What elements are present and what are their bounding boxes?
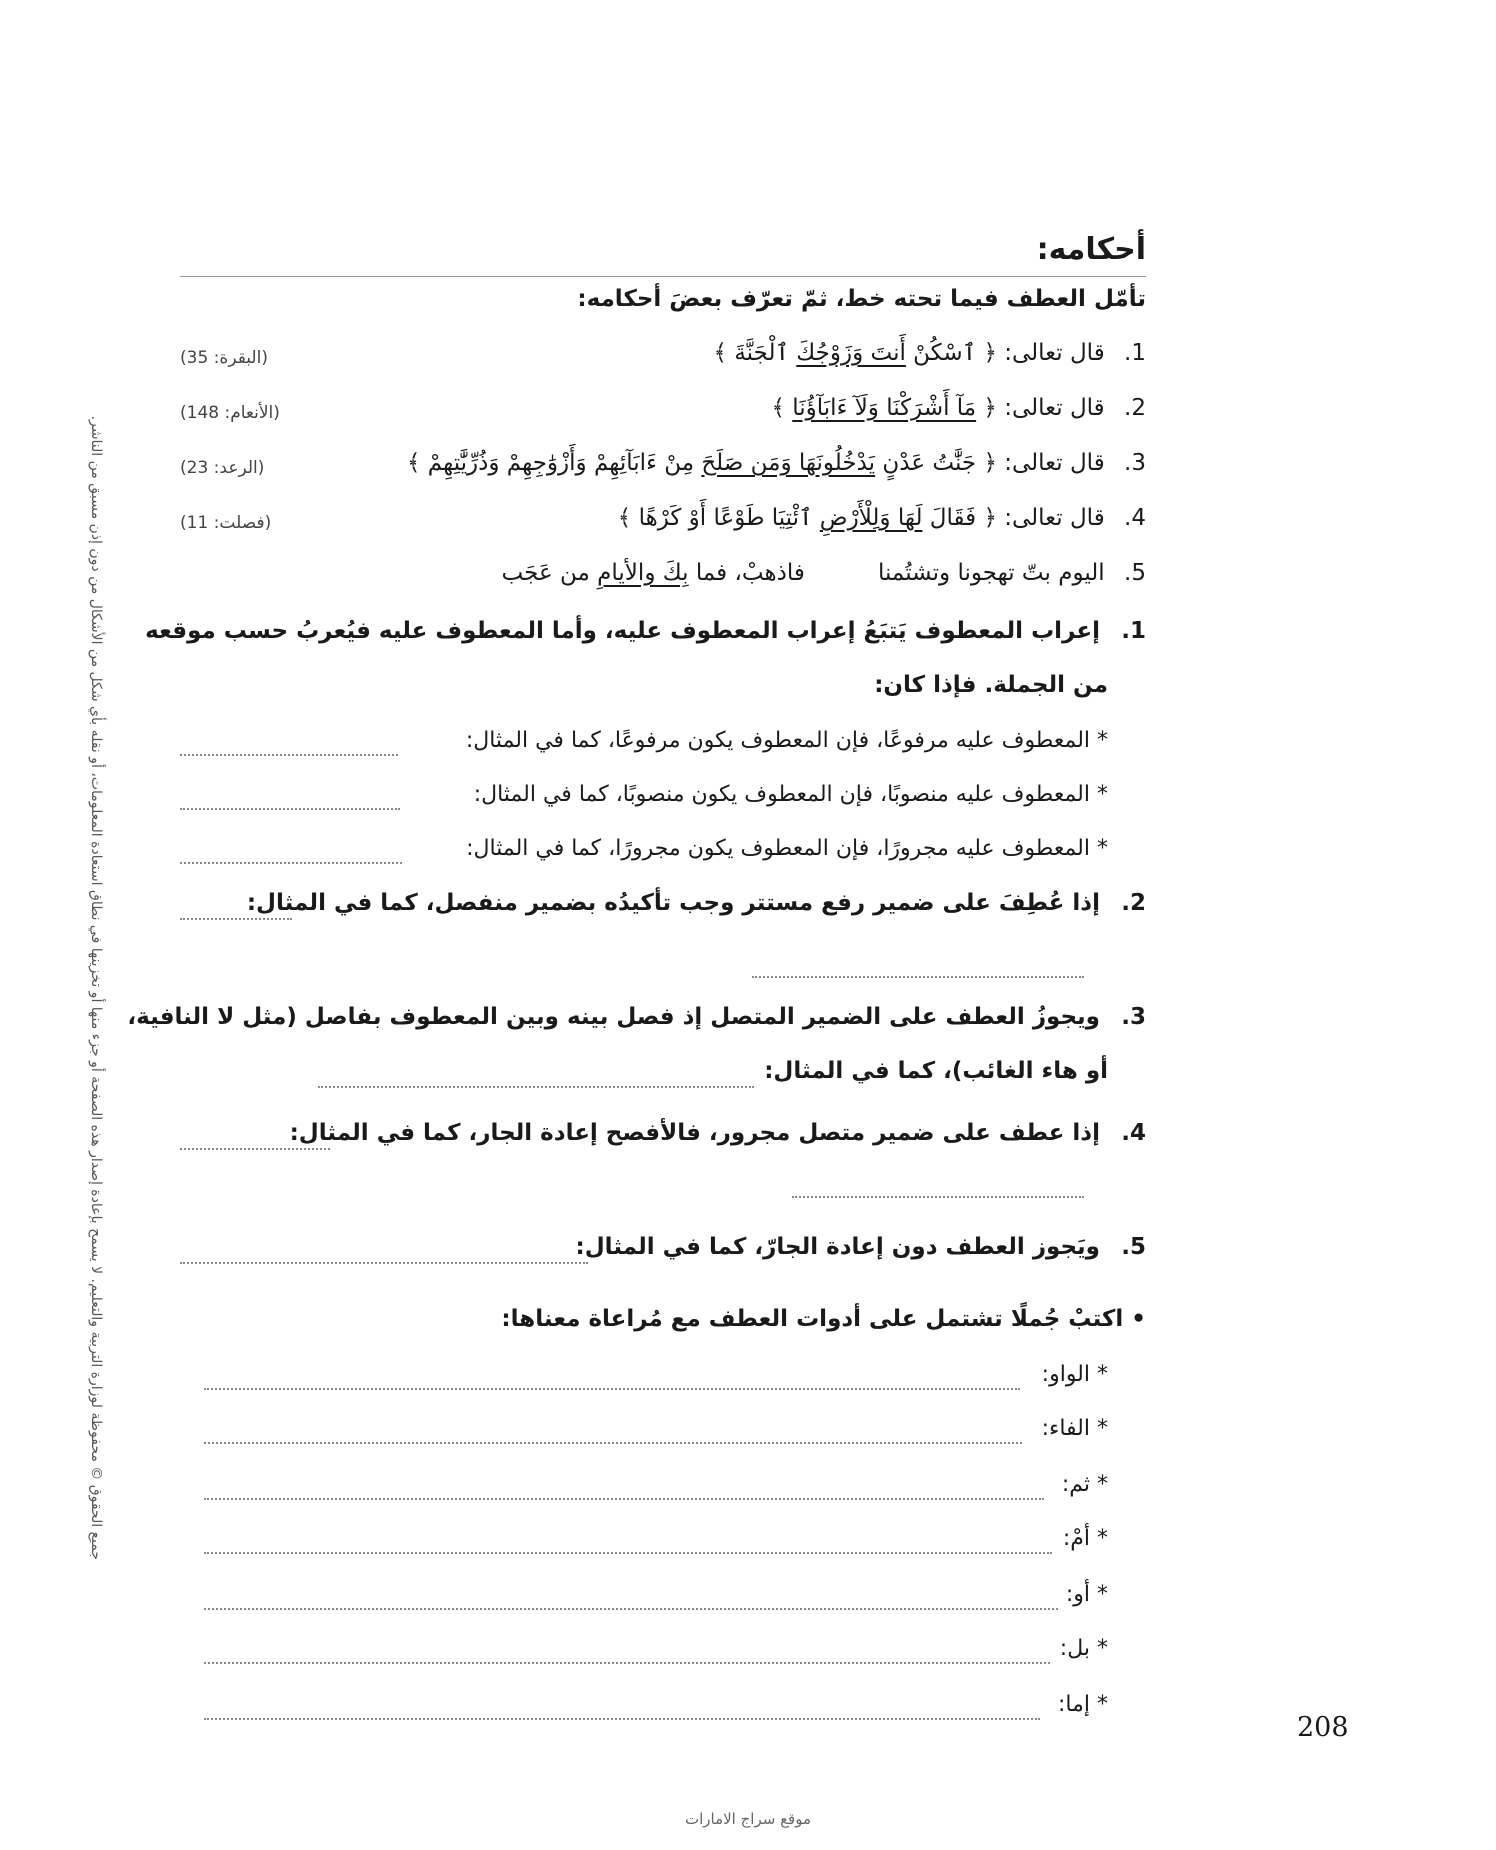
- tool-thumma: * ثم:: [1061, 1472, 1108, 1497]
- example-text: مِنْ ءَابَآئِهِمْ وَأَزْوَٰجِهِمْ وَذُرِّيَّٰتِهِمْ ﴾: [407, 450, 702, 476]
- title-divider: [180, 276, 1146, 277]
- example-1: [714, 340, 1146, 366]
- answer-line[interactable]: [318, 1086, 754, 1088]
- rule-3: [127, 1004, 1146, 1030]
- example-text: ٱئْتِيَا طَوْعًا أَوْ كَرْهًا ﴾: [617, 505, 820, 531]
- example-text: قال تعالى: ﴿: [976, 395, 1105, 421]
- rule-text: إذا عُطِفَ على ضمير رفع مستتر وجب تأكيدُه بضمير منفصل، كما في المثال:: [246, 890, 1100, 916]
- underlined-text: بِكَ والأيامِ: [597, 560, 689, 586]
- answer-line[interactable]: [204, 1718, 1040, 1720]
- example-text: ٱلْجَنَّةَ ﴾: [713, 340, 797, 366]
- example-2: [771, 395, 1146, 421]
- example-number: 1.: [1124, 340, 1146, 366]
- case-accusative: * المعطوف عليه منصوبًا، فإن المعطوف يكون منصوبًا، كما في المثال:: [473, 782, 1108, 807]
- answer-line[interactable]: [204, 1498, 1044, 1500]
- rule-text: إذا عطف على ضمير متصل مجرور، فالأفصح إعادة الجار، كما في المثال:: [289, 1120, 1100, 1146]
- answer-line[interactable]: [204, 1552, 1052, 1554]
- case-genitive: * المعطوف عليه مجرورًا، فإن المعطوف يكون مجرورًا، كما في المثال:: [466, 836, 1108, 861]
- footer-site-name: موقع سراج الامارات: [684, 1810, 812, 1828]
- example-3: [407, 450, 1146, 476]
- rule-text: ويَجوز العطف دون إعادة الجارّ، كما في المثال:: [575, 1234, 1100, 1260]
- example-number: 2.: [1124, 395, 1146, 421]
- tool-fa: * الفاء:: [1041, 1416, 1108, 1441]
- example-text: من عَجَب: [501, 560, 598, 586]
- rule-2: [247, 890, 1146, 916]
- tool-waw: * الواو:: [1041, 1362, 1108, 1387]
- tool-bal: * بل:: [1059, 1636, 1108, 1661]
- example-text: قال تعالى: ﴿ فَقَالَ: [922, 505, 1105, 531]
- rule-number: 2.: [1121, 890, 1146, 916]
- intro-instruction: تأمّل العطف فيما تحته خط، ثمّ تعرّف بعضَ أحكامه:: [577, 286, 1146, 312]
- tool-aw: * أو:: [1065, 1582, 1108, 1607]
- example-number: 5.: [1124, 560, 1146, 586]
- rule-number: 5.: [1121, 1234, 1146, 1260]
- example-text: قال تعالى: ﴿ جَنَّٰتُ عَدْنٍ: [875, 450, 1105, 476]
- example-5: [502, 560, 1146, 586]
- answer-line[interactable]: [204, 1608, 1058, 1610]
- page-number: 208: [1297, 1712, 1349, 1743]
- tool-am: * أمْ:: [1062, 1526, 1108, 1551]
- rule-4: [290, 1120, 1146, 1146]
- answer-line[interactable]: [180, 1262, 588, 1264]
- example-4-reference: (فصلت: 11): [180, 513, 272, 533]
- copyright-side-note: جميع الحقوق © محفوظة لوزارة التربية والتعليم. لا يسمح بإعادة إصدار هذه الصفحة أو جزء منها أو تخزينها في نطاق استعادة المعلومات، أو نقله بأي شكل من الأشكال من دون إذن مسبق من الناشر.: [88, 415, 104, 1560]
- example-text: اليوم بتّ تهجونا وتشتُمنا فاذهبْ، فما: [688, 560, 1105, 586]
- example-1-reference: (البقرة: 35): [180, 348, 268, 368]
- answer-line[interactable]: [180, 808, 400, 810]
- rule-text: إعراب المعطوف يَتبَعُ إعراب المعطوف عليه، وأما المعطوف عليه فيُعربُ حسب موقعه: [145, 618, 1100, 644]
- answer-line[interactable]: [180, 1148, 330, 1150]
- rule-number: 3.: [1121, 1004, 1146, 1030]
- rule-number: 1.: [1121, 618, 1146, 644]
- case-nominative: * المعطوف عليه مرفوعًا، فإن المعطوف يكون مرفوعًا، كما في المثال:: [465, 728, 1108, 753]
- answer-line[interactable]: [204, 1662, 1050, 1664]
- example-number: 4.: [1124, 505, 1146, 531]
- rule-number: 4.: [1121, 1120, 1146, 1146]
- answer-line[interactable]: [792, 1196, 1084, 1198]
- answer-line[interactable]: [180, 754, 398, 756]
- example-text: ﴾: [771, 395, 793, 421]
- rule-1-continuation: من الجملة. فإذا كان:: [874, 672, 1108, 698]
- rule-1: [145, 618, 1146, 644]
- underlined-text: لَهَا وَلِلْأَرْضِ: [819, 505, 923, 531]
- underlined-text: أَنتَ وَزَوْجُكَ: [796, 340, 906, 366]
- example-4: [618, 505, 1146, 531]
- example-3-reference: (الرعد: 23): [180, 458, 265, 478]
- rule-5: [576, 1234, 1146, 1260]
- writing-task-instruction: • اكتبْ جُملًا تشتمل على أدوات العطف مع مُراعاة معناها:: [501, 1306, 1146, 1332]
- section-title: أحكامه:: [1036, 232, 1146, 267]
- tool-imma: * إما:: [1057, 1692, 1108, 1717]
- answer-line[interactable]: [180, 862, 402, 864]
- example-text: قال تعالى: ﴿ ٱسْكُنْ: [905, 340, 1105, 366]
- example-number: 3.: [1124, 450, 1146, 476]
- answer-line[interactable]: [204, 1442, 1022, 1444]
- rule-3-continuation: أو هاء الغائب)، كما في المثال:: [764, 1058, 1108, 1084]
- example-2-reference: (الأنعام: 148): [180, 403, 280, 423]
- underlined-text: يَدْخُلُونَهَا وَمَن صَلَحَ: [701, 450, 876, 476]
- underlined-text: مَآ أَشْرَكْنَا وَلَآ ءَابَآؤُنَا: [792, 395, 977, 421]
- answer-line[interactable]: [180, 918, 292, 920]
- rule-text: ويجوزُ العطف على الضمير المتصل إذ فصل بينه وبين المعطوف بفاصل (مثل لا النافية،: [127, 1004, 1100, 1030]
- answer-line[interactable]: [204, 1388, 1020, 1390]
- answer-line[interactable]: [752, 976, 1084, 978]
